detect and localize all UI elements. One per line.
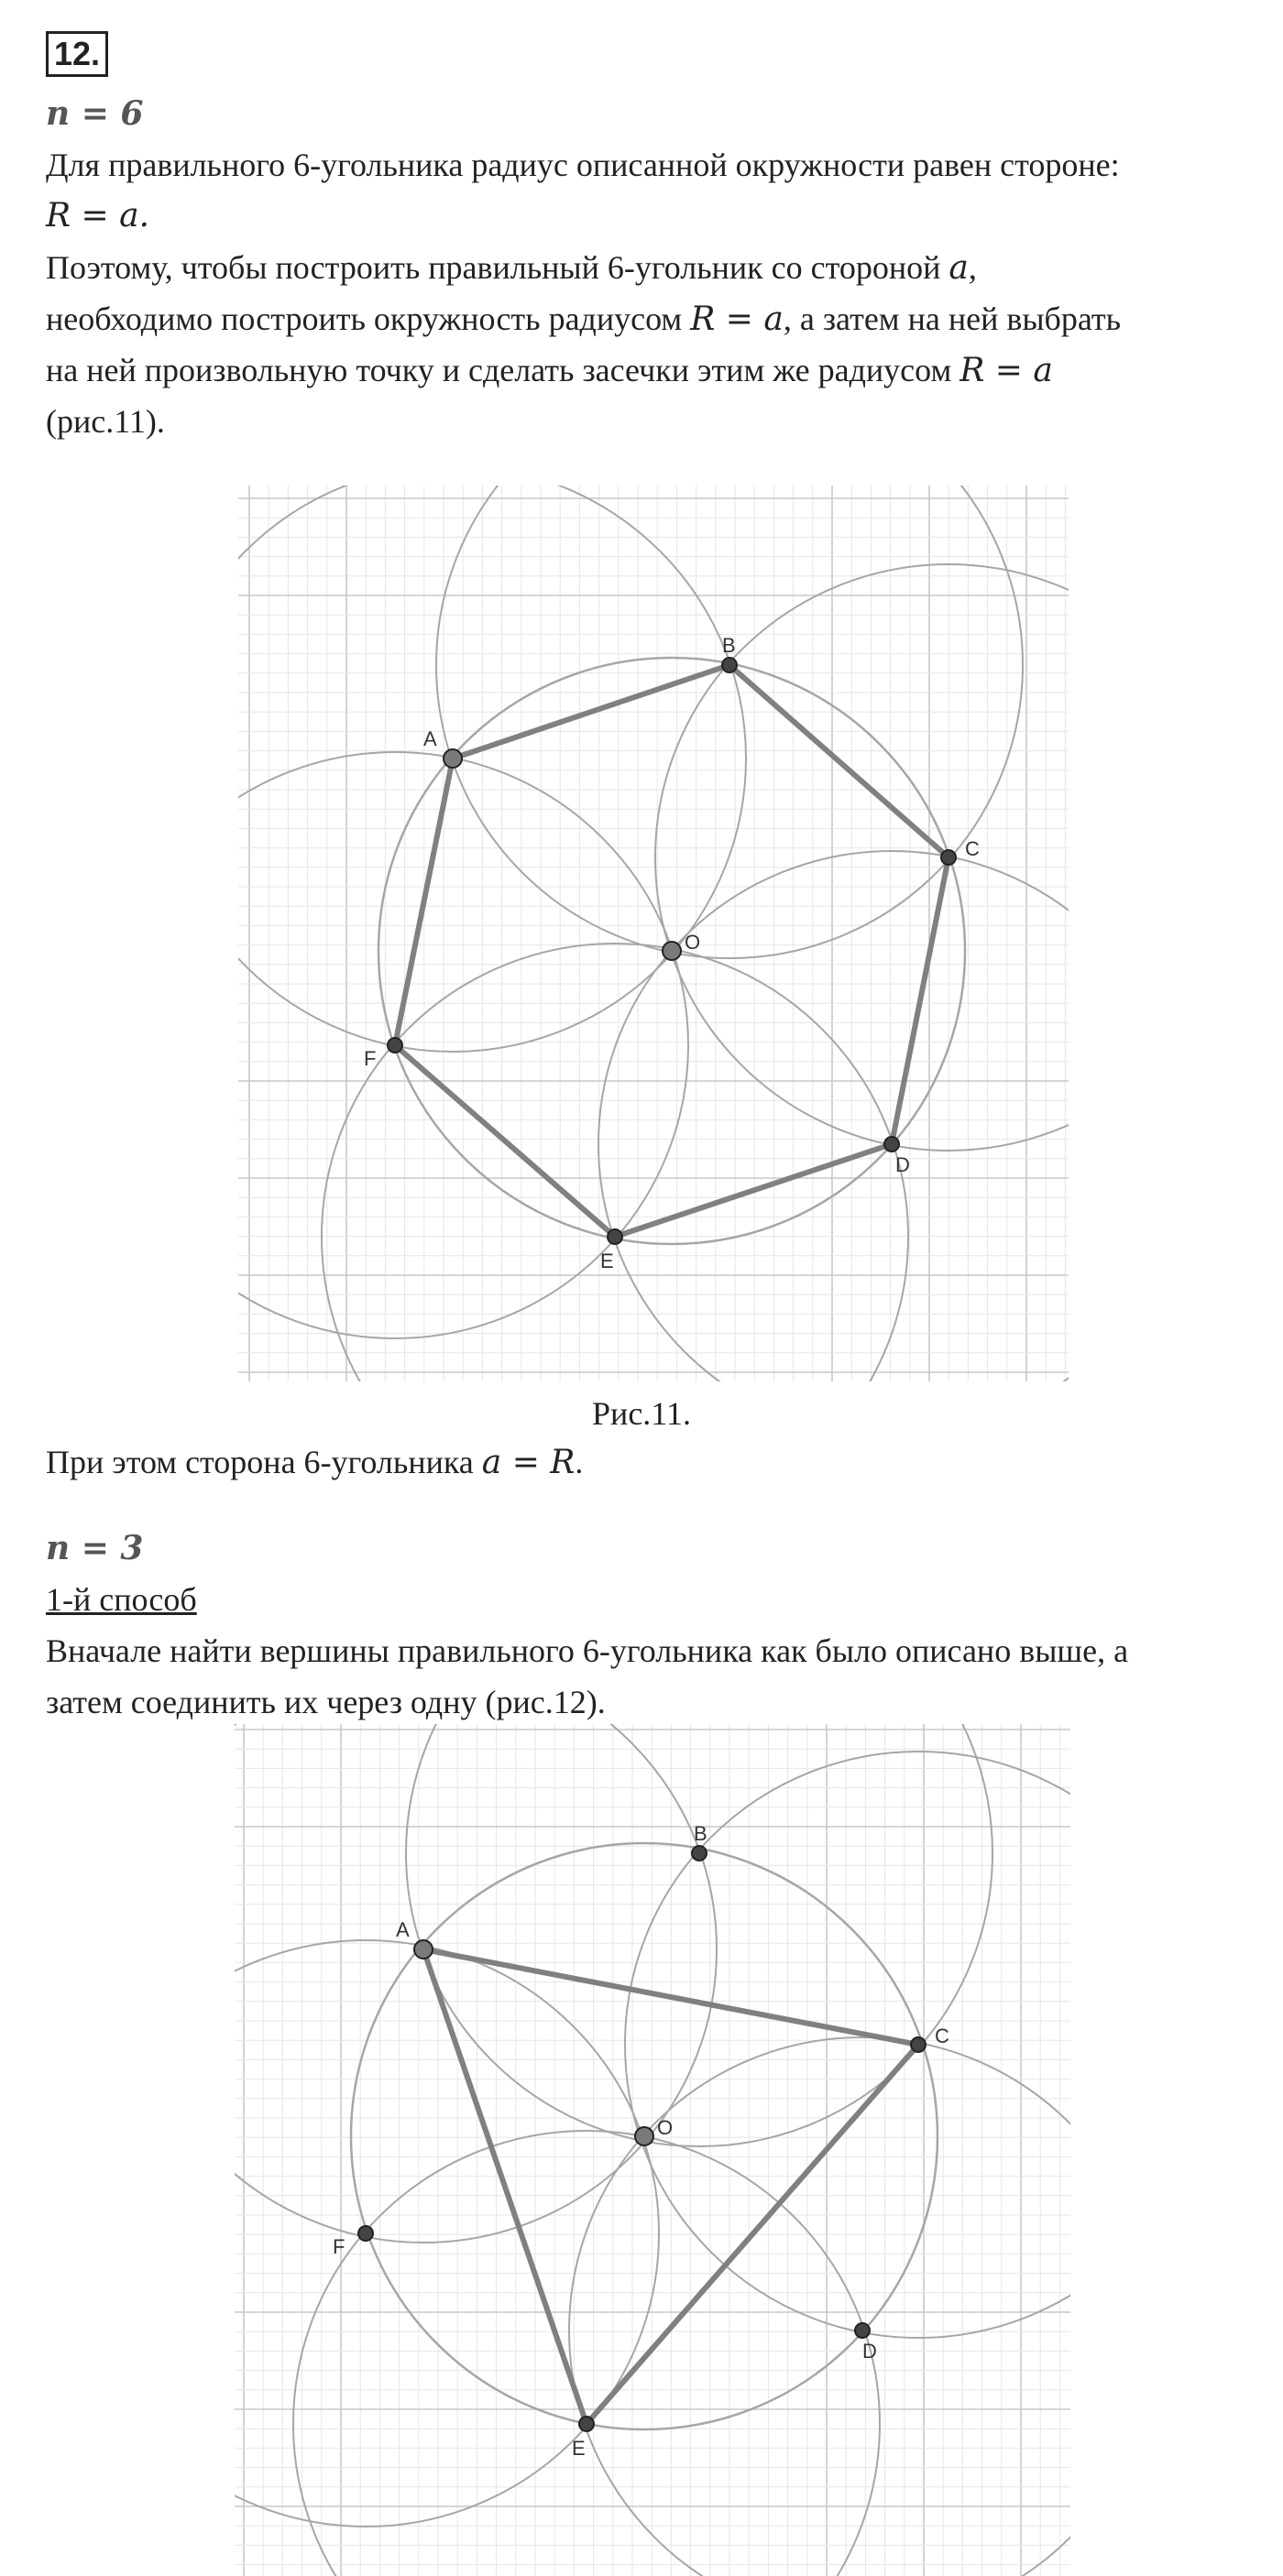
section1-heading: n = 6 bbox=[46, 94, 144, 133]
figure-11 bbox=[238, 486, 1069, 1381]
point-d bbox=[884, 1137, 899, 1152]
section2-line2: затем соединить их через одну (рис.12). bbox=[46, 1684, 606, 1720]
line4-math: R = a bbox=[690, 300, 784, 338]
point-b-label: B bbox=[722, 634, 736, 657]
point-c-label: C bbox=[965, 837, 980, 860]
point-f bbox=[388, 1038, 402, 1053]
point-e bbox=[608, 1229, 622, 1244]
side-de bbox=[615, 1144, 892, 1237]
point-b bbox=[722, 658, 737, 672]
point-f bbox=[358, 2226, 373, 2241]
point-a bbox=[414, 1940, 433, 1959]
point-o bbox=[663, 942, 681, 960]
section1-line4 bbox=[46, 293, 1121, 345]
after-end: . bbox=[575, 1444, 584, 1480]
point-d bbox=[855, 2323, 870, 2338]
point-e bbox=[579, 2417, 594, 2431]
point-e-label: E bbox=[600, 1250, 614, 1272]
point-d-label: D bbox=[895, 1153, 910, 1176]
section1-line2: R = a. bbox=[46, 197, 150, 235]
construction-circles bbox=[238, 486, 1069, 1381]
section1-line6: (рис.11). bbox=[46, 403, 165, 440]
side-ef bbox=[395, 1045, 615, 1237]
point-o-label: O bbox=[685, 931, 701, 954]
point-f-label: F bbox=[364, 1047, 377, 1070]
arc-circle-f bbox=[235, 1940, 659, 2527]
line4-text: необходимо построить окружность радиусом bbox=[46, 300, 691, 337]
point-a bbox=[444, 749, 462, 768]
section1-line1: Для правильного 6-угольника радиус описанной окружности равен стороне: bbox=[46, 147, 1120, 183]
section1-line5 bbox=[46, 344, 1053, 397]
arc-circle-d bbox=[598, 851, 1069, 1381]
point-a-label: A bbox=[423, 727, 437, 750]
point-b bbox=[692, 1846, 707, 1861]
arc-circle-a bbox=[235, 1724, 717, 2243]
vertices bbox=[364, 634, 980, 1272]
point-d-label: D bbox=[862, 2340, 877, 2363]
point-c-label: C bbox=[935, 2025, 949, 2047]
section2-line1: Вначале найти вершины правильного 6-угольника как было описано выше, а bbox=[46, 1632, 1129, 1669]
point-f-label: F bbox=[333, 2235, 345, 2258]
point-e-label: E bbox=[572, 2437, 586, 2460]
section1-after bbox=[46, 1436, 583, 1489]
point-o bbox=[635, 2127, 653, 2145]
figure11-caption: Рис.11. bbox=[592, 1395, 691, 1432]
arc-circle-e bbox=[293, 2131, 880, 2576]
line3-text: Поэтому, чтобы построить правильный 6-угольник со стороной bbox=[46, 249, 949, 286]
arc-circle-e bbox=[322, 944, 908, 1381]
figure-12 bbox=[235, 1724, 1070, 2576]
line4-end: , а затем на ней выбрать bbox=[783, 300, 1122, 337]
arc-circle-c bbox=[625, 1752, 1070, 2338]
line5-text: на ней произвольную точку и сделать засечки этим же радиусом bbox=[46, 352, 960, 388]
section2-method: 1-й способ bbox=[46, 1581, 197, 1618]
after-text: При этом сторона 6-угольника bbox=[46, 1444, 482, 1480]
problem-number: 12. bbox=[46, 31, 108, 77]
side-cd bbox=[892, 857, 949, 1144]
after-math: a = R bbox=[481, 1444, 576, 1481]
grid bbox=[238, 486, 1069, 1381]
point-o-label: O bbox=[657, 2116, 674, 2139]
point-b-label: B bbox=[694, 1822, 707, 1845]
line3-end: , bbox=[968, 249, 977, 286]
point-c bbox=[941, 850, 956, 865]
point-c bbox=[911, 2037, 926, 2052]
section1-line3 bbox=[46, 242, 977, 294]
point-a-label: A bbox=[396, 1918, 410, 1941]
line5-math: R = a bbox=[960, 352, 1053, 389]
grid bbox=[235, 1724, 1070, 2576]
line3-math: a bbox=[949, 249, 969, 287]
section2-heading: n = 3 bbox=[46, 1529, 144, 1567]
